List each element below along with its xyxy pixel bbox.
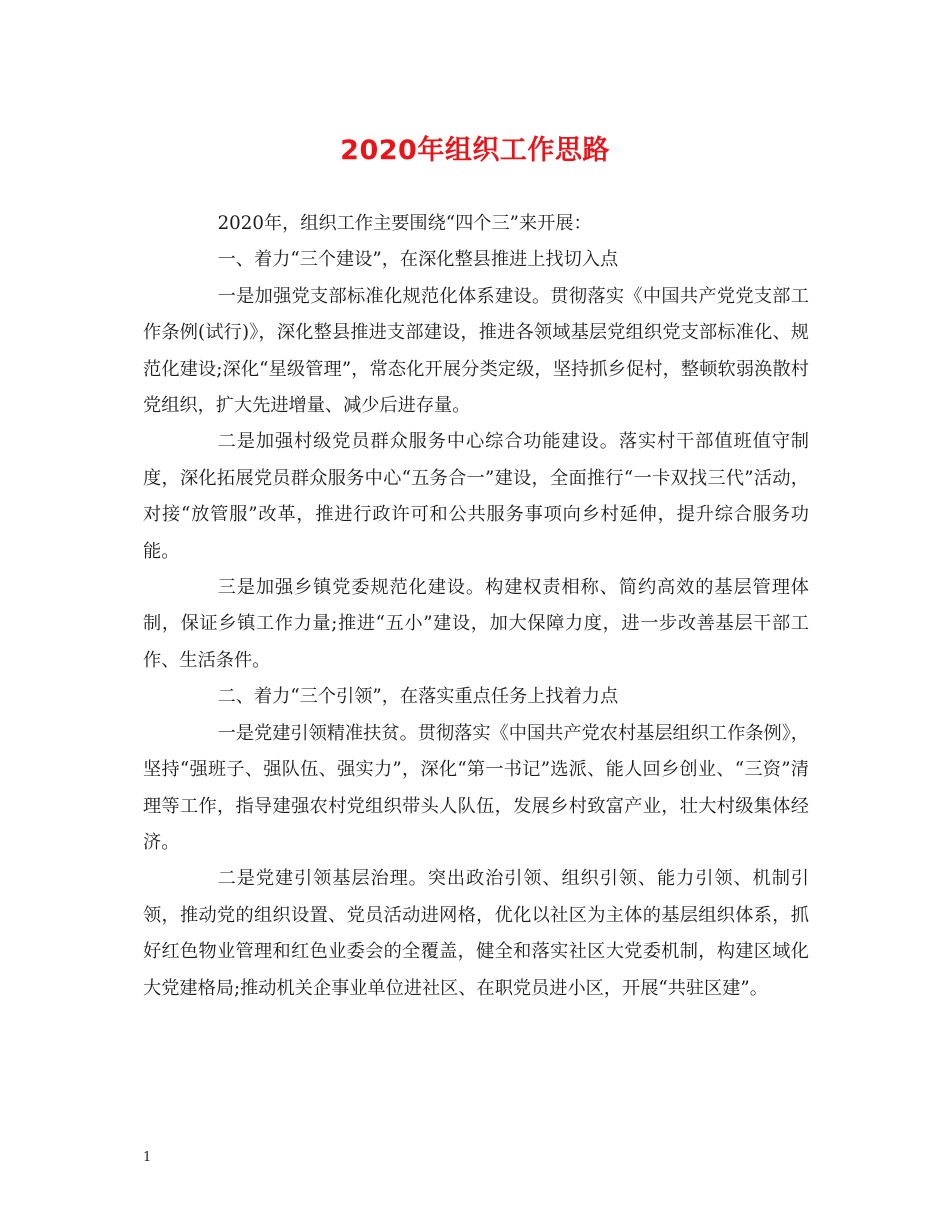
- paragraph-2: 二是加强村级党员群众服务中心综合功能建设。落实村干部值班值守制度，深化拓展党员群众服务中心“五务合一”建设，全面推行“一卡双找三代”活动，对接“放管服”改革，推进行政许可和公共服务事项向乡村延伸，提升综合服务功能。: [143, 431, 809, 562]
- document-body: [143, 206, 809, 1007]
- intro-line: 2020年，组织工作主要围绕“四个三”来开展：: [217, 213, 592, 234]
- section-heading-1: 一、着力“三个建设”，在深化整县推进上找切入点: [217, 249, 619, 271]
- paragraph-1: 一是加强党支部标准化规范化体系建设。贯彻落实《中国共产党党支部工作条例(试行)》，深化整县推进支部建设，推进各领域基层党组织党支部标准化、规范化建设;深化“星级管理”，常态化开展分类定级，坚持抓乡促村，整顿软弱涣散村党组织，扩大先进增量、减少后进存量。: [143, 285, 809, 417]
- paragraph-5: 二是党建引领基层治理。突出政治引领、组织引领、能力引领、机制引领，推动党的组织设置、党员活动进网格，优化以社区为主体的基层组织体系，抓好红色物业管理和红色业委会的全覆盖，健全和落实社区大党委机制，构建区域化大党建格局;推动机关企事业单位进社区、在职党员进小区，开展“共驻区建”。: [143, 868, 809, 999]
- document-title: 2020年组织工作思路: [340, 135, 610, 166]
- paragraph-4: 一是党建引领精准扶贫。贯彻落实《中国共产党农村基层组织工作条例》，坚持“强班子、强队伍、强实力”，深化“第一书记”选派、能人回乡创业、“三资”清理等工作，指导建强农村党组织带头人队伍，发展乡村致富产业，壮大村级集体经济。: [143, 722, 809, 853]
- section-heading-2: 二、着力“三个引领”，在落实重点任务上找着力点: [217, 686, 619, 708]
- page-number: 1: [143, 1150, 152, 1165]
- paragraph-3: 三是加强乡镇党委规范化建设。构建权责相称、简约高效的基层管理体制，保证乡镇工作力量;推进“五小”建设，加大保障力度，进一步改善基层干部工作、生活条件。: [143, 577, 809, 671]
